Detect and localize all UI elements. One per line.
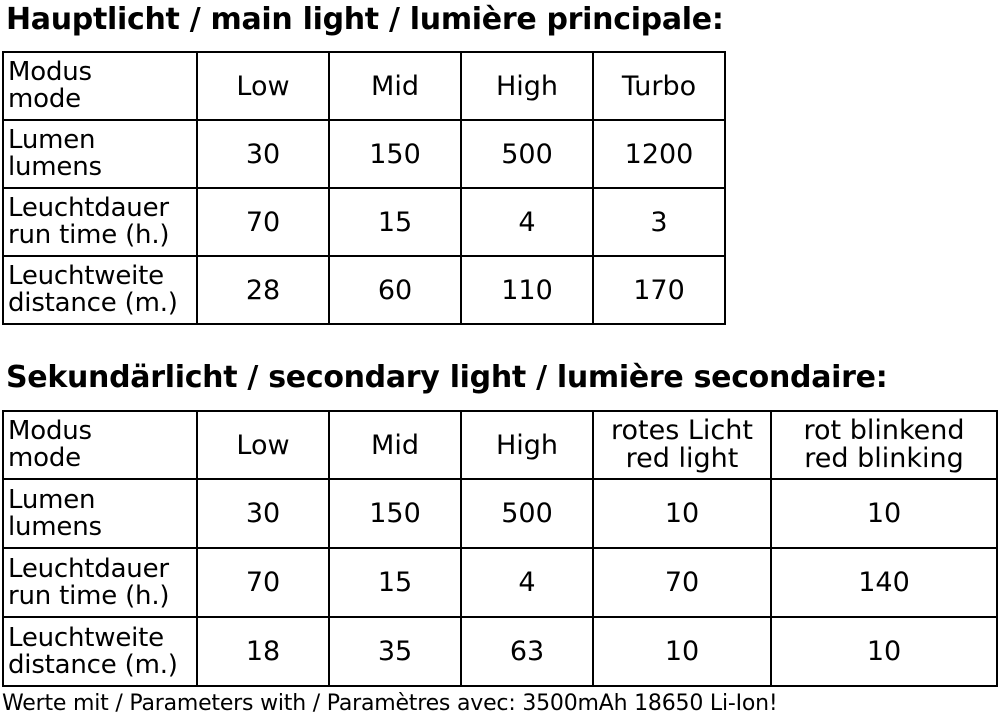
value-cell: 28 <box>197 256 329 324</box>
row-label: Lumen lumens <box>3 479 197 548</box>
row-label: Modus mode <box>3 411 197 479</box>
value-cell: 10 <box>593 617 771 686</box>
value-cell: 15 <box>329 188 461 256</box>
value-cell: 10 <box>771 617 997 686</box>
row-label: Modus mode <box>3 52 197 120</box>
value-cell: 140 <box>771 548 997 617</box>
mode-cell: Low <box>197 52 329 120</box>
table-row <box>3 548 997 617</box>
value-cell: 18 <box>197 617 329 686</box>
mode-cell-red-light: rotes Licht red light <box>593 411 771 479</box>
row-label: Leuchtdauer run time (h.) <box>3 188 197 256</box>
value-cell: 10 <box>593 479 771 548</box>
value-cell: 110 <box>461 256 593 324</box>
value-cell: 15 <box>329 548 461 617</box>
mode-cell: Mid <box>329 52 461 120</box>
value-cell: 150 <box>329 120 461 188</box>
row-label: Leuchtweite distance (m.) <box>3 617 197 686</box>
value-cell: 35 <box>329 617 461 686</box>
secondary-light-table <box>2 410 998 687</box>
main-light-table <box>2 51 726 325</box>
row-label: Lumen lumens <box>3 120 197 188</box>
table-row <box>3 256 725 324</box>
value-cell: 170 <box>593 256 725 324</box>
value-cell: 10 <box>771 479 997 548</box>
battery-footnote: Werte mit / Parameters with / Paramètres avec: 3500mAh 18650 Li-Ion! <box>2 691 778 716</box>
mode-cell: Low <box>197 411 329 479</box>
mode-cell: High <box>461 411 593 479</box>
value-cell: 30 <box>197 479 329 548</box>
value-cell: 63 <box>461 617 593 686</box>
table-row <box>3 52 725 120</box>
value-cell: 4 <box>461 188 593 256</box>
value-cell: 60 <box>329 256 461 324</box>
row-label: Leuchtdauer run time (h.) <box>3 548 197 617</box>
table-row <box>3 617 997 686</box>
main-light-heading: Hauptlicht / main light / lumière principale: <box>6 2 724 37</box>
mode-cell: High <box>461 52 593 120</box>
value-cell: 500 <box>461 120 593 188</box>
value-cell: 150 <box>329 479 461 548</box>
value-cell: 3 <box>593 188 725 256</box>
value-cell: 30 <box>197 120 329 188</box>
mode-cell-red-blinking: rot blinkend red blinking <box>771 411 997 479</box>
value-cell: 500 <box>461 479 593 548</box>
table-row <box>3 188 725 256</box>
value-cell: 70 <box>593 548 771 617</box>
secondary-light-heading: Sekundärlicht / secondary light / lumière secondaire: <box>6 360 888 395</box>
value-cell: 70 <box>197 548 329 617</box>
value-cell: 70 <box>197 188 329 256</box>
value-cell: 4 <box>461 548 593 617</box>
mode-cell: Turbo <box>593 52 725 120</box>
value-cell: 1200 <box>593 120 725 188</box>
table-row <box>3 411 997 479</box>
row-label: Leuchtweite distance (m.) <box>3 256 197 324</box>
mode-cell: Mid <box>329 411 461 479</box>
table-row <box>3 120 725 188</box>
table-row <box>3 479 997 548</box>
